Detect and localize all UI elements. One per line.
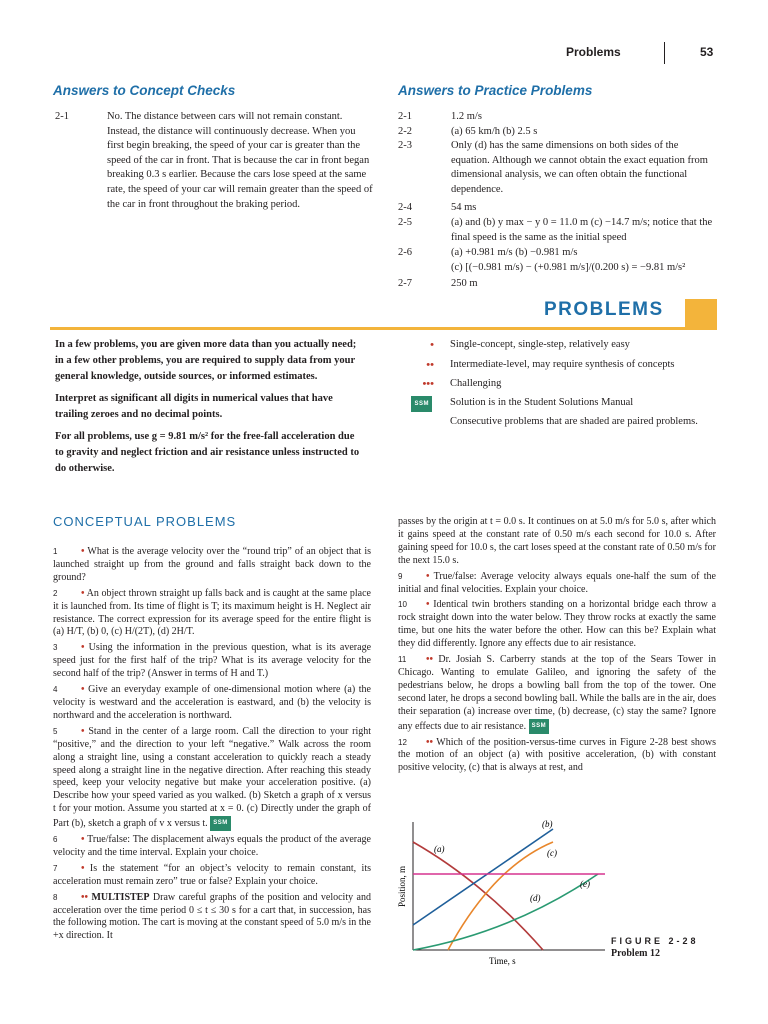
figure-number: FIGURE 2-28 <box>611 936 699 946</box>
concept-check-answer <box>55 110 375 230</box>
problem-text: True/false: Average velocity always equals one-half the sum of the initial and final velocities. Explain your choice. <box>398 570 716 595</box>
problem-number: 2 <box>53 588 58 598</box>
double-bullet-icon: •• <box>426 736 434 748</box>
conceptual-problems-heading: CONCEPTUAL PROBLEMS <box>53 514 237 529</box>
problem-text: Give an everyday example of one-dimensional motion where (a) the velocity is westward and the acceleration is eastward, and (b) the velocity is northward and the acceleration is northward. <box>53 684 371 721</box>
problem-text: Dr. Josiah S. Carberry stands at the top of the Sears Tower in Chicago. Wanting to emulate Galileo, and ignoring the safety of the pedestrians below, he drops a bowling ball from the top of the tower. One second later, he drops a second bowling ball. While the balls are in the air, does their separation (a) increase over time, (b) decrease, (c) stay the same? Ignore any effects due to air resistance. <box>398 654 716 732</box>
problem-text: Identical twin brothers standing on a horizontal bridge each throw a rock straight down into the water below. They throw rocks at exactly the same time, but one hits the water before the other. How can this be? Explain what they did differently. Ignore any effects due to air resistance. <box>398 599 717 650</box>
double-bullet-icon: •• <box>426 654 434 666</box>
problems-banner <box>540 299 717 327</box>
answer-number: 2-5 <box>398 217 412 228</box>
bullet-icon: • <box>81 546 85 557</box>
curve-label-d: (d) <box>530 893 541 903</box>
bullet-icon: • <box>426 570 430 582</box>
problem-text: Stand in the center of a large room. Call the direction to your right “positive,” and the direction to your left “negative.” Walk across the room along a straight line, using a constant acceleration to quickly reach a steady speed along a straight line in the negative direction. After reaching this steady speed, keep your velocity negative but make your acceleration positive. (a) Describe how your speed varied as you walked. (b) Sketch a graph of x versus t for your motion. Assume you started at x = 0. (c) Directly under the graph of Part (b), sketch a graph of v x versus t. <box>53 725 371 829</box>
answer-text: (a) and (b) y max − y 0 = 11.0 m (c) −14.7 m/s; notice that the final speed is the same as the initial speed <box>451 217 713 243</box>
problem-12 <box>398 737 716 776</box>
problem-2 <box>53 588 371 640</box>
bullet-icon: • <box>430 339 434 351</box>
problem-number: 3 <box>53 643 58 653</box>
intro-paragraph: Interpret as significant all digits in numerical values that have trailing zeroes and no decimal points. <box>55 393 333 420</box>
header-divider <box>664 42 665 64</box>
problem-text: Is the statement “for an object’s velocity to remain constant, its acceleration must remain zero” true or false? Explain your choice. <box>53 862 371 887</box>
practice-problems-heading: Answers to Practice Problems <box>398 83 593 98</box>
ssm-icon: SSM <box>210 816 231 831</box>
problem-text: Draw careful graphs of the position and velocity and acceleration over the time period 0 ≤ t ≤ 30 s for a cart that, in succession, has the following motion. The cart is moving at the constant speed of 5.0 m/s in the +x direction. It <box>53 891 371 942</box>
left-column <box>53 546 371 946</box>
bullet-icon: • <box>426 599 430 611</box>
answer-number: 2-7 <box>398 278 412 289</box>
answer-text: 1.2 m/s <box>451 111 482 122</box>
position-time-graph <box>393 812 608 968</box>
problem-3 <box>53 642 371 681</box>
problem-8 <box>53 892 371 944</box>
curve-label-c: (c) <box>547 848 557 858</box>
intro-paragraph: In a few problems, you are given more data than you actually need; in a few other problems, you are required to supply data from your general knowledge, outside sources, or informed estimates. <box>55 339 357 382</box>
section-divider <box>50 327 717 330</box>
problem-9 <box>398 571 716 597</box>
legend-text: Challenging <box>450 378 502 389</box>
problem-number: 5 <box>53 726 58 736</box>
practice-answers-list <box>398 110 718 300</box>
problem-10 <box>398 599 716 651</box>
answer-text: (a) +0.981 m/s (b) −0.981 m/s <box>451 247 578 258</box>
problem-number: 4 <box>53 685 58 695</box>
problem-7 <box>53 863 371 889</box>
problem-5 <box>53 726 371 831</box>
answer-number: 2-2 <box>398 125 412 137</box>
problem-text: What is the average velocity over the “round trip” of an object that is launched straight up from the ground and falls straight back down to the ground? <box>53 546 371 583</box>
running-header-title: Problems <box>566 45 621 59</box>
answer-text: Only (d) has the same dimensions on both sides of the equation. Although we cannot obtain the exact equation from dimensional analysis, we can often obtain the functional dependence. <box>451 140 708 195</box>
answer-number: 2-1 <box>55 111 69 122</box>
answer-number: 2-3 <box>398 140 412 152</box>
problem-6 <box>53 834 371 860</box>
problem-number: 8 <box>53 892 58 902</box>
answer-text: No. The distance between cars will not remain constant. Instead, the distance will continuously decrease. When you first begin breaking, the speed of your car is greater than the speed of the car in front. That is because the car in front began breaking 0.3 s earlier. Because the cars lose speed at the same rate, the speed of your car will remain greater than the speed of the car in front throughout the braking period. <box>107 111 373 210</box>
legend-text: Intermediate-level, may require synthesis of concepts <box>450 359 675 370</box>
bullet-icon: • <box>81 642 85 654</box>
intro-paragraph: For all problems, use g = 9.81 m/s² for the free-fall acceleration due to gravity and neglect friction and air resistance unless instructed to do otherwise. <box>55 431 360 474</box>
bullet-icon: • <box>81 587 85 599</box>
curve-label-e: (e) <box>580 879 590 889</box>
answer-number: 2-1 <box>398 111 412 122</box>
legend-text: Consecutive problems that are shaded are paired problems. <box>450 416 698 427</box>
double-bullet-icon: •• <box>426 359 434 371</box>
bullet-icon: • <box>81 684 85 696</box>
x-axis-label: Time, s <box>489 956 516 966</box>
bullet-icon: • <box>81 862 85 874</box>
problem-8-continued: passes by the origin at t = 0.0 s. It continues on at 5.0 m/s for 5.0 s, after which it gains speed at the constant rate of 0.50 m/s each second for 10.0 s. After gaining speed for 10.0 s, the cart loses speed at the constant rate of 0.50 m/s for the next 15.0 s. <box>398 516 716 566</box>
answer-text: 250 m <box>451 278 478 289</box>
problem-text: An object thrown straight up falls back and is caught at the same place it is launched from. Its time of flight is T; its maximum height is H. Neglect air resistance. The correct expression for its average speed for the entire flight is (a) H/T, (b) 0, (c) H/(2T), (d) 2H/T. <box>53 587 371 638</box>
banner-accent-block <box>685 299 717 327</box>
problem-1 <box>53 546 371 585</box>
curve-label-b: (b) <box>542 819 553 829</box>
y-axis-label: Position, m <box>397 865 407 907</box>
answer-number: 2-4 <box>398 202 412 213</box>
legend-text: Solution is in the Student Solutions Manual <box>450 397 634 408</box>
ssm-icon: SSM <box>411 396 432 412</box>
difficulty-legend <box>398 338 718 458</box>
multistep-label: MULTISTEP <box>91 891 150 903</box>
problem-number: 12 <box>398 737 407 747</box>
problem-text: True/false: The displacement always equals the product of the average velocity and the time interval. Explain your choice. <box>53 834 371 858</box>
right-column <box>398 516 716 778</box>
answer-number: 2-6 <box>398 247 412 258</box>
problem-4 <box>53 684 371 723</box>
problem-text: Which of the position-versus-time curves in Figure 2-28 best shows the motion of an object (a) with positive acceleration, (b) with constant positive velocity, (c) that is always at rest, and <box>398 736 717 774</box>
double-bullet-icon: •• <box>81 891 89 903</box>
problem-text: Using the information in the previous question, what is its average speed just for the first half of the trip? What is its average velocity for the second half of the trip? (Answer in terms of H and T.) <box>53 642 372 680</box>
legend-text: Single-concept, single-step, relatively easy <box>450 339 630 350</box>
figure-caption <box>611 936 699 959</box>
problem-number: 9 <box>398 571 403 581</box>
figure-problem-ref: Problem 12 <box>611 948 660 959</box>
problems-intro <box>55 337 360 483</box>
list-item-continued: (c) [(−0.981 m/s) − (+0.981 m/s]/(0.200 s) = −9.81 m/s² <box>451 262 686 273</box>
problem-number: 6 <box>53 835 58 845</box>
bullet-icon: • <box>81 725 85 737</box>
problem-number: 1 <box>53 547 58 556</box>
page-number: 53 <box>700 45 714 59</box>
triple-bullet-icon: ••• <box>422 378 434 390</box>
curve-label-a: (a) <box>434 844 445 854</box>
problems-banner-title: PROBLEMS <box>544 299 664 320</box>
problem-11 <box>398 654 716 733</box>
ssm-icon: SSM <box>529 719 550 734</box>
problem-number: 11 <box>398 655 407 665</box>
problem-number: 7 <box>53 863 58 873</box>
answer-text: (a) 65 km/h (b) 2.5 s <box>451 125 538 137</box>
concept-checks-heading: Answers to Concept Checks <box>53 83 236 98</box>
bullet-icon: • <box>81 834 85 846</box>
answer-text: 54 ms <box>451 202 477 213</box>
problem-number: 10 <box>398 600 407 610</box>
